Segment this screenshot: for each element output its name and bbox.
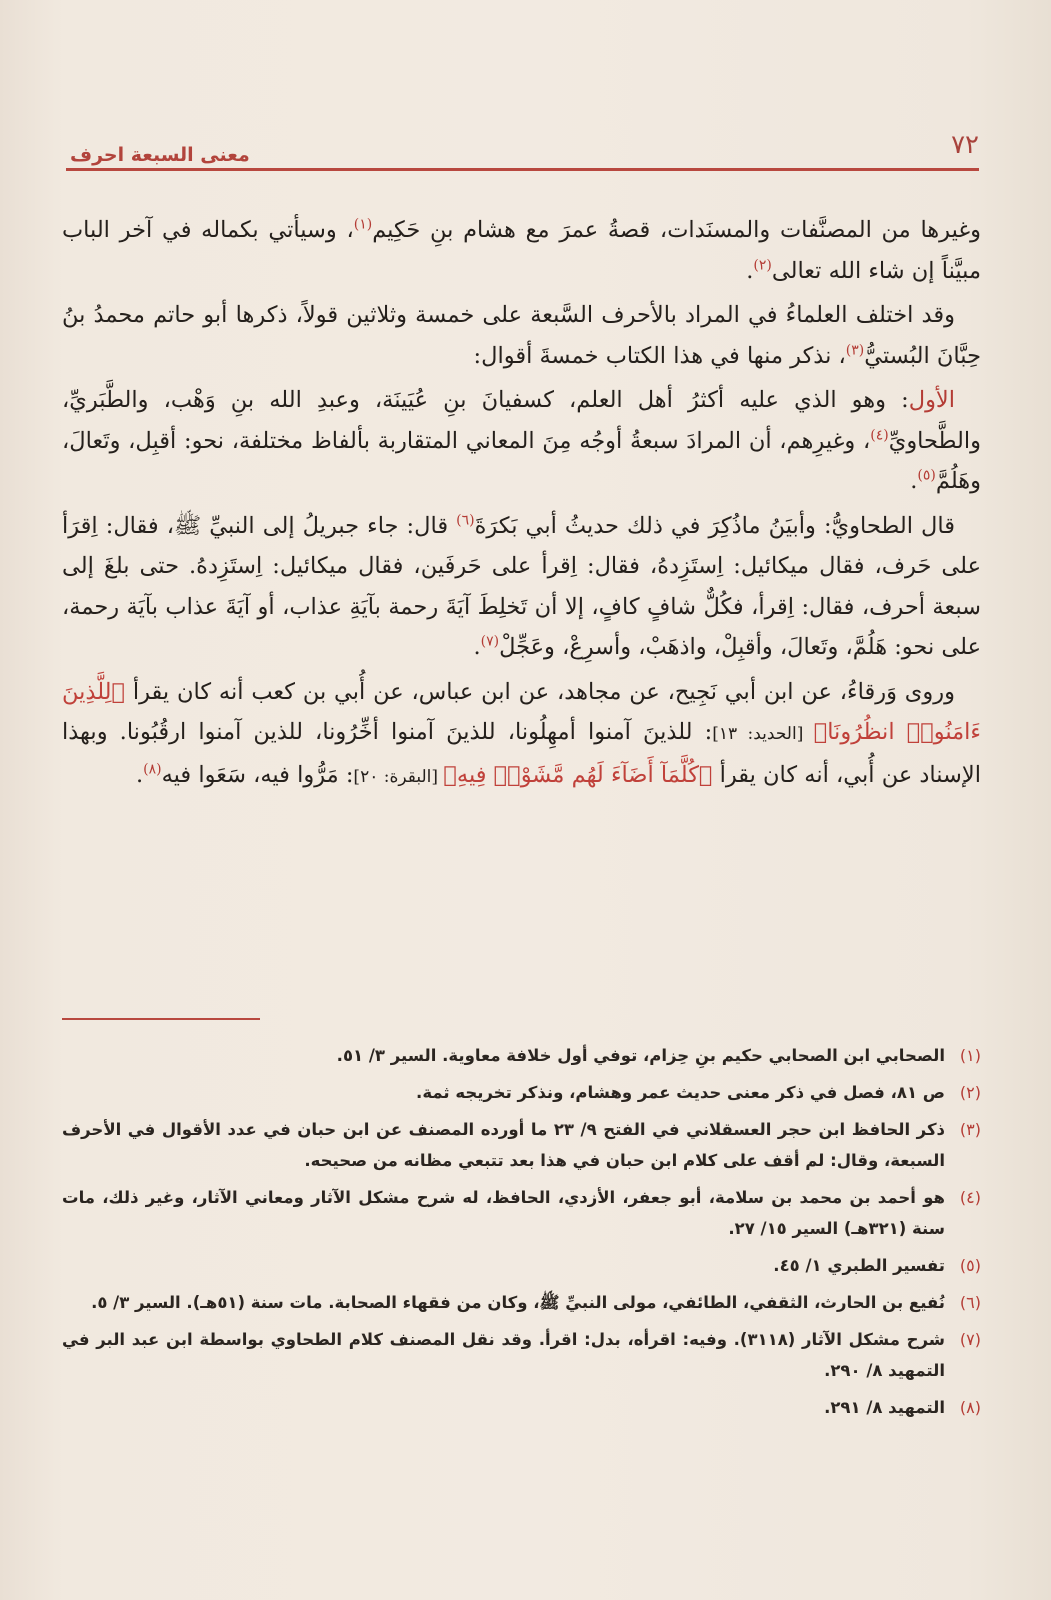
footnote-6 <box>62 1287 981 1318</box>
footnote-ref-6[interactable]: (٦) <box>456 512 475 528</box>
footnote-text: هو أحمد بن محمد بن سلامة، أبو جعفر، الأزدي، الحافظ، له شرح مشكل الآثار ومعاني الآثار، وغير ذلك، مات سنة (٣٢١هـ) السير ١٥/ ٢٧. <box>62 1188 945 1238</box>
text-run: ، وسيأتي بكماله في آخر الباب مبيَّناً إن شاء الله تعالى <box>62 217 981 284</box>
text-run: . <box>910 468 918 494</box>
text-run: قال الطحاويُّ: وأبيَنُ ماذُكِرَ في ذلك حديثُ أبي بَكرَةَ <box>474 512 955 539</box>
verse-citation-1: [الحديد: ١٣] <box>712 724 814 744</box>
text-run: ، وغيرِهم، أن المرادَ سبعةُ أوجُه مِنَ المعاني المتقاربة بألفاظ مختلفة، نحو: أقبِل، وتَعالَ، وهَلُمَّ <box>62 427 981 494</box>
footnote-ref-8[interactable]: (٨) <box>143 761 162 777</box>
text-run: . <box>135 761 144 788</box>
text-run: ، نذكر منها في هذا الكتاب خمسةَ أقوال: <box>473 342 846 369</box>
footnote-number: (٧) <box>959 1330 981 1349</box>
text-run: : <box>886 387 909 413</box>
text-run: وهو الذي عليه أكثرُ أهل العلم، كسفيانَ بنِ عُيَينَة، وعبدِ الله بنِ وَهْب، والطَّبَريِّ، والطَّحاويِّ <box>62 387 981 454</box>
quran-verse-2: ﴿كُلَّمَآ أَضَآءَ لَهُم مَّشَوْا۟ فِيهِ﴾ <box>443 761 713 788</box>
footnote-number: (٥) <box>959 1256 981 1275</box>
page-header <box>66 130 979 170</box>
opinion-label: الأول <box>908 387 956 413</box>
footnote-number: (٣) <box>959 1120 981 1139</box>
footnote-divider <box>62 1018 260 1020</box>
footnote-8 <box>62 1392 981 1423</box>
paragraph-2 <box>62 295 981 376</box>
footnotes <box>62 1040 981 1429</box>
running-title: معنى السبعة احرف <box>70 144 250 166</box>
footnote-ref-7[interactable]: (٧) <box>480 633 500 650</box>
footnote-ref-1[interactable]: (١) <box>353 216 373 233</box>
footnote-text: الصحابي ابن الصحابي حكيم بنِ حِزام، توفي أول خلافة معاوية. السير ٣/ ٥١. <box>336 1046 945 1065</box>
footnote-number: (٤) <box>959 1188 981 1207</box>
footnote-7 <box>62 1324 981 1386</box>
header-divider <box>66 168 979 171</box>
footnote-ref-2[interactable]: (٢) <box>753 257 772 273</box>
footnote-3 <box>62 1114 981 1176</box>
text-run: وقد اختلف العلماءُ في المراد بالأحرف السَّبعة على خمسة وثلاثين قولاً، ذكرها أبو حاتم محمدُ بنُ حِبَّانَ البُستيُّ <box>62 302 981 369</box>
paragraph-5 <box>62 672 981 798</box>
main-text <box>62 210 981 801</box>
text-run: : للذينَ آمنوا أمهِلُونا، للذينَ آمنوا أخِّرُونا، للذين آمنوا ارقُبُونا. وبهذا الإسناد عن أُبي، أنه كان يقرأ <box>62 719 981 788</box>
footnote-number: (١) <box>959 1046 981 1065</box>
footnote-text: ص ٨١، فصل في ذكر معنى حديث عمر وهشام، ونذكر تخريجه ثمة. <box>416 1083 945 1102</box>
text-run: . <box>746 257 754 284</box>
footnote-text: شرح مشكل الآثار (٣١١٨). وفيه: اقرأه، بدل: اقرأ. وقد نقل المصنف كلام الطحاوي بواسطة ابن عبد البر في التمهيد ٨/ ٢٩٠. <box>62 1330 945 1380</box>
footnote-text: التمهيد ٨/ ٢٩١. <box>824 1398 945 1417</box>
footnote-number: (٦) <box>959 1293 981 1312</box>
text-run: وغيرها من المصنَّفات والمسنَدات، قصةُ عمرَ مع هشام بنِ حَكِيم <box>372 217 982 243</box>
footnote-ref-5[interactable]: (٥) <box>917 467 936 484</box>
footnote-number: (٢) <box>959 1083 981 1102</box>
footnote-text: ذكر الحافظ ابن حجر العسقلاني في الفتح ٩/ ٢٣ ما أورده المصنف عن ابن حبان في عدد الأقوال في الأحرف السبعة، وقال: لم أقف على كلام ابن حبان في هذا بعد تتبعي مظانه من صحيحه. <box>62 1120 946 1170</box>
footnote-ref-3[interactable]: (٣) <box>845 342 865 358</box>
text-run: . <box>473 634 481 660</box>
paragraph-3 <box>62 380 981 502</box>
footnote-2 <box>62 1077 981 1108</box>
text-run: : مَرُّوا فيه، سَعَوا فيه <box>161 761 354 788</box>
quran-verse-1: ﴿لِلَّذِينَ ءَامَنُوا۟ انظُرُونَا﴾ <box>62 678 981 745</box>
footnote-1 <box>62 1040 981 1071</box>
verse-citation-2: [البقرة: ٢٠] <box>353 766 444 787</box>
page-number: ٧٢ <box>951 130 979 160</box>
text-run: وروى وَرقاءُ، عن ابن أبي نَجِيح، عن مجاهد، عن ابن عباس، عن أُبي بن كعب أنه كان يقرأ <box>125 678 955 705</box>
footnote-number: (٨) <box>959 1398 981 1417</box>
footnote-text: تفسير الطبري ١/ ٤٥. <box>773 1256 945 1275</box>
footnote-4 <box>62 1182 981 1244</box>
text-run: قال: جاء جبريلُ إلى النبيِّ ﷺ، فقال: اِقرَأ على حَرف، فقال ميكائيل: اِستَزِدهُ، فقال: اِقرأ على حَرفَين، فقال ميكائيل: اِستَزِدهُ. حتى بلغَ إلى سبعة أحرف، فقال: اِقرأ، فكُلٌّ شافٍ كافٍ، إلا أن تَخلِطَ آيَةَ رحمة بآيَةِ عذاب، أو آيَةَ عذاب بآيَة رحمة، على نحو: هَلُمَّ، وتَعالَ، وأقبِلْ، واذهَبْ، وأسرِعْ، وعَجِّلْ <box>62 512 981 660</box>
paragraph-4 <box>62 506 981 668</box>
footnote-text: نُفيع بن الحارث، الثقفي، الطائفي، مولى النبيِّ ﷺ، وكان من فقهاء الصحابة. مات سنة (٥١هـ). السير ٣/ ٥. <box>91 1293 945 1312</box>
footnote-ref-4[interactable]: (٤) <box>870 427 889 443</box>
paragraph-1 <box>62 210 981 291</box>
footnote-5 <box>62 1250 981 1281</box>
